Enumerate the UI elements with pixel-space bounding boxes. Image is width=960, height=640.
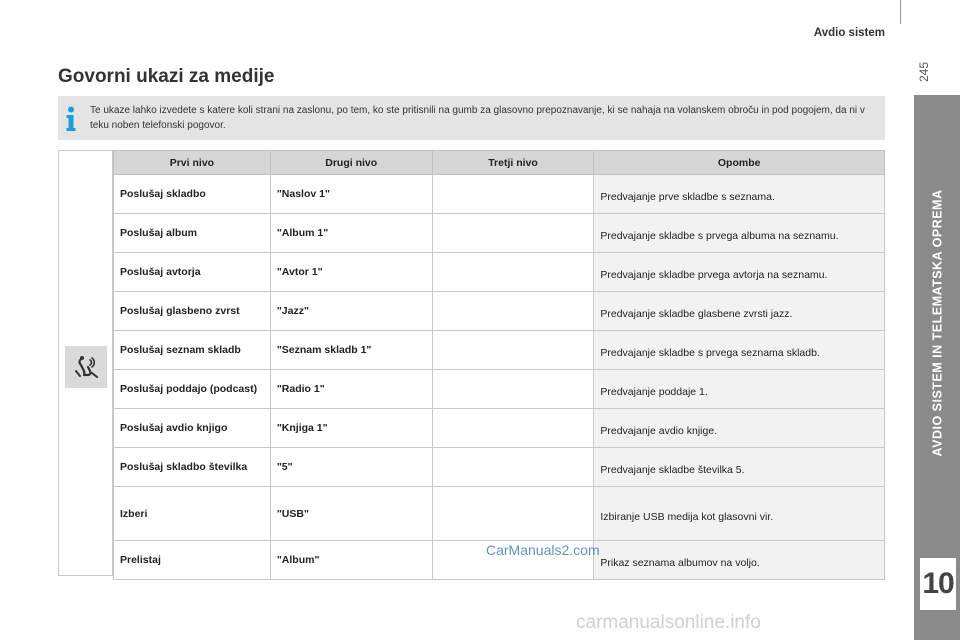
cell-second-level: "5" [270, 448, 432, 487]
watermark-carmanuals2[interactable]: CarManuals2.com [486, 542, 600, 558]
header-first-level: Prvi nivo [114, 151, 271, 175]
table-row [114, 292, 885, 331]
cell-note: Predvajanje skladbe glasbene zvrsti jazz. [594, 292, 885, 331]
cell-second-level: "Album 1" [270, 214, 432, 253]
header-rule [900, 0, 901, 24]
cell-first-level: Poslušaj poddajo (podcast) [114, 370, 271, 409]
cell-third-level [432, 409, 594, 448]
cell-second-level: "Naslov 1" [270, 175, 432, 214]
cell-note: Predvajanje prve skladbe s seznama. [594, 175, 885, 214]
cell-second-level: "Knjiga 1" [270, 409, 432, 448]
header-notes: Opombe [594, 151, 885, 175]
info-icon [66, 106, 76, 132]
page-title: Govorni ukazi za medije [58, 66, 275, 87]
table-row [114, 214, 885, 253]
section-title: Avdio sistem [813, 27, 885, 39]
cell-note: Predvajanje skladbe številka 5. [594, 448, 885, 487]
cell-third-level [432, 292, 594, 331]
chapter-number-box [920, 558, 956, 610]
icon-column [58, 150, 113, 576]
watermark-carmanualsonline[interactable]: carmanualsonline.info [576, 612, 761, 633]
page-number: 245 [917, 61, 931, 82]
voice-command-icon-box [65, 346, 107, 388]
cell-note: Izbiranje USB medija kot glasovni vir. [594, 487, 885, 541]
cell-second-level: "Radio 1" [270, 370, 432, 409]
table-row [114, 487, 885, 541]
cell-first-level: Poslušaj avdio knjigo [114, 409, 271, 448]
cell-second-level: "Jazz" [270, 292, 432, 331]
table-row [114, 331, 885, 370]
cell-first-level: Poslušaj glasbeno zvrst [114, 292, 271, 331]
cell-third-level [432, 214, 594, 253]
cell-third-level [432, 448, 594, 487]
cell-first-level: Poslušaj skladbo [114, 175, 271, 214]
cell-note: Predvajanje poddaje 1. [594, 370, 885, 409]
voice-commands-table-wrap [58, 150, 885, 576]
cell-note: Predvajanje skladbe s prvega albuma na seznamu. [594, 214, 885, 253]
cell-first-level: Izberi [114, 487, 271, 541]
cell-first-level: Poslušaj avtorja [114, 253, 271, 292]
chapter-title-container [914, 95, 960, 550]
info-box [58, 96, 885, 140]
table-row [114, 253, 885, 292]
voice-commands-table [113, 150, 885, 580]
cell-second-level: "Avtor 1" [270, 253, 432, 292]
info-text: Te ukaze lahko izvedete s katere koli strani na zaslonu, po tem, ko ste pritisnili na gumb za glasovno prepoznavanje, ki se nahaja na volanskem obroču in pod pogojem, da ni v teku noben telefonski pogovor. [90, 105, 865, 131]
table-header-row [114, 151, 885, 175]
chapter-number: 10 [922, 567, 954, 600]
table-row [114, 370, 885, 409]
cell-note: Predvajanje avdio knjige. [594, 409, 885, 448]
cell-first-level: Poslušaj skladbo številka [114, 448, 271, 487]
cell-third-level [432, 175, 594, 214]
cell-note: Predvajanje skladbe s prvega seznama skladb. [594, 331, 885, 370]
cell-third-level [432, 487, 594, 541]
cell-second-level: "USB" [270, 487, 432, 541]
cell-second-level: "Album" [270, 541, 432, 580]
cell-third-level [432, 253, 594, 292]
cell-first-level: Poslušaj album [114, 214, 271, 253]
voice-command-icon [72, 353, 100, 381]
cell-note: Predvajanje skladbe prvega avtorja na seznamu. [594, 253, 885, 292]
table-row [114, 175, 885, 214]
chapter-title: AVDIO SISTEM IN TELEMATSKA OPREMA [930, 189, 945, 456]
cell-second-level: "Seznam skladb 1" [270, 331, 432, 370]
cell-third-level [432, 331, 594, 370]
header-second-level: Drugi nivo [270, 151, 432, 175]
table-row [114, 448, 885, 487]
cell-third-level [432, 370, 594, 409]
cell-first-level: Prelistaj [114, 541, 271, 580]
cell-note: Prikaz seznama albumov na voljo. [594, 541, 885, 580]
table-row [114, 409, 885, 448]
cell-first-level: Poslušaj seznam skladb [114, 331, 271, 370]
header-third-level: Tretji nivo [432, 151, 594, 175]
